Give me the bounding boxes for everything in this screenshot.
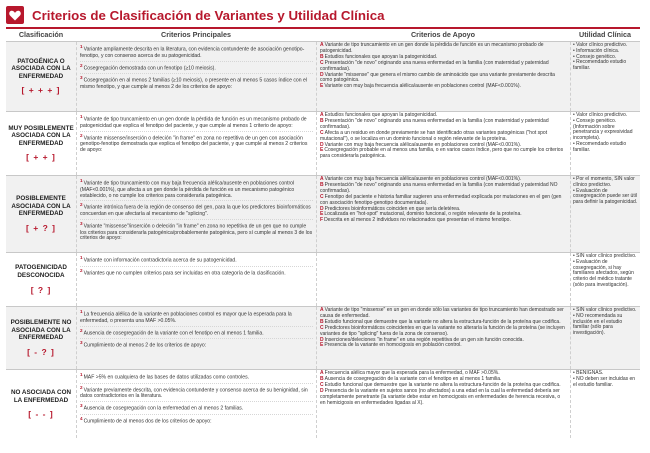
main-criterion (80, 132, 313, 155)
classification-symbol: [ + + + ] (21, 85, 61, 96)
criterion-number: 1 (80, 255, 83, 260)
classification-symbol: [ - - ] (28, 409, 54, 420)
criterion-text: Variante con información contradictoria acerca de su patogenicidad. (83, 257, 237, 264)
support-letter: B (320, 318, 324, 325)
support-letter: F (320, 217, 324, 224)
support-text: Presencia de la variante en sujetos sanos (no afectados) a una edad en la cual la enfermedad debería ser completamente penetrante (la variante debe estar en homocigosis en enfermedades de herencia recesiva, o en hemicigosis en enfermedades ligadas al X). (320, 387, 561, 406)
support-text: Variante "missense" que genera el mismo cambio de aminoácido que una variante previamente descrita como patogénica. (320, 71, 555, 84)
utility-item: • BENIGNAS. (573, 370, 604, 376)
main-criterion (80, 327, 313, 340)
classification-symbol: [ + ? ] (26, 222, 56, 233)
support-text: Variante de tipo truncamiento en un gen donde la pérdida de función es un mecanismo probado de patogenicidad. (320, 42, 544, 54)
support-text: Presentación "de novo" originando una nueva enfermedad en la familia (con maternidad y paternidad confirmadas). (320, 117, 549, 130)
main-criteria-cell (76, 112, 316, 175)
support-letter: D (320, 387, 324, 394)
clinical-utility-cell (570, 307, 640, 369)
support-letter: C (320, 129, 324, 136)
main-criterion (80, 201, 313, 220)
criterion-number: 2 (80, 267, 83, 273)
main-criterion (80, 43, 313, 62)
table-row (6, 111, 640, 175)
support-text: Estudio funcional que demuestre que la variante no altera la estructura-función de la proteína que codifica. (324, 381, 561, 388)
support-text: Predictores bioinformáticos coinciden en que sería deletérea. (324, 205, 461, 212)
support-letter: B (320, 181, 324, 188)
main-criteria-cell (76, 253, 316, 306)
support-letter: B (320, 53, 324, 60)
header-clasificacion: Clasificación (18, 30, 64, 39)
main-criterion (80, 267, 313, 279)
main-criterion (80, 177, 313, 201)
criterion-number: 2 (80, 132, 83, 138)
support-letter: E (320, 147, 324, 154)
utility-item: • SIN valor clínico predictivo. (573, 307, 637, 313)
support-letter: D (320, 336, 324, 343)
utility-item: • Información clínica. (573, 47, 620, 54)
criterion-number: 3 (80, 340, 83, 346)
support-letter: B (320, 375, 324, 382)
classification-cell (6, 253, 76, 306)
criterion-number: 1 (80, 44, 83, 49)
main-criteria-cell (76, 307, 316, 369)
support-letter: A (320, 176, 324, 182)
classification-cell (6, 176, 76, 252)
support-letter: D (320, 141, 324, 148)
support-letter: C (320, 324, 324, 331)
main-criterion (80, 384, 313, 403)
utility-item: • Valor clínico predictivo. (573, 42, 628, 48)
support-text: Variante con muy baja frecuencia alélica/ausente en poblaciones control (MAF<0.001%). (324, 176, 522, 182)
support-criterion (320, 84, 567, 90)
table-header (6, 30, 640, 40)
criterion-text: Cumplimiento de al menos dos de los criterios de apoyo: (83, 418, 212, 425)
utility-item: • NO recomendada su inclusión en el estudio familiar (sólo para investigación). (573, 312, 623, 337)
support-text: Variante de tipo "missense" en un gen en donde sólo las variantes de tipo truncamiento han demostrado ser causa de enfermedad. (320, 307, 564, 319)
support-criteria-cell (316, 112, 570, 175)
support-letter: E (320, 342, 324, 349)
criterion-text: MAF >5% en cualquiera de las bases de datos utilizadas como controles. (83, 374, 250, 381)
clinical-utility-cell (570, 253, 640, 306)
support-criteria-cell (316, 253, 570, 306)
utility-item: • Evaluación de cosegregación puede ser útil para definir la patogenicidad. (573, 187, 638, 206)
criterion-text: Variante de tipo truncamiento con muy baja frecuencia alélica/ausente en poblaciones control (MAF<0.001%), que afecta a un gen donde la pérdida de función es un mecanismo patogénico establecido, o no cumple los criterios para considerarla patogénica. (80, 180, 295, 199)
support-text: Fenotipo del paciente e historia familiar sugieren una enfermedad explicada por mutaciones en el gen (gen con asociación fenotipo-genotipo documentada). (320, 193, 562, 206)
criterion-text: Variante missense/inserción o deleción "in frame" en zona no repetitiva de un gen con asociación genotipo-fenotipo demostrada que explica el fenotipo del paciente, y que cumple al menos 2 criterios de apoyo: (80, 135, 308, 153)
main-criteria-cell (76, 370, 316, 438)
support-text: Localizada en "hot-spot" mutacional, dominio funcional, o región relevante de la proteína. (324, 211, 522, 218)
support-letter: A (320, 112, 324, 118)
criterion-text: Ausencia de cosegregación con la enfermedad en al menos 2 familias. (83, 405, 244, 412)
header-utilidad: Utilidad Clínica (579, 30, 631, 39)
support-criteria-cell (316, 176, 570, 252)
criterion-text: Variante previamente descrita, con evidencia contundente y consenso acerca de su benignidad, sin datos contradictorios en la literatura. (80, 387, 308, 400)
support-criterion (320, 218, 567, 224)
header-principales: Criterios Principales (161, 30, 231, 39)
classification-symbol: [ + + ] (26, 152, 56, 163)
support-criteria-cell (316, 307, 570, 369)
support-text: Estudio funcional que demuestre que la variante no altera la estructura-función de la proteína que codifica. (324, 318, 561, 325)
main-criterion (80, 74, 313, 92)
support-text: Predictores bioinformáticos coincidentes en que la variante no alteraría la función de la proteína (se incluyen variantes de tipo "splicing" fuera de la zona de consenso). (320, 324, 565, 337)
header-apoyo: Criterios de Apoyo (410, 30, 476, 39)
support-text: Frecuencia alélica mayor que la esperada para la enfermedad, o MAF >0.05%. (324, 370, 500, 376)
criterion-text: Ausencia de cosegregación de la variante con el fenotipo en al menos 1 familia. (83, 330, 264, 337)
main-criterion (80, 415, 313, 427)
support-letter: C (320, 381, 324, 388)
classification-name: POSIBLEMENTE NO ASOCIADA CON LA ENFERMEDAD (10, 319, 72, 342)
criterion-number: 2 (80, 202, 83, 208)
support-letter: A (320, 370, 324, 376)
support-text: Presentación "de novo" originando una nueva enfermedad en la familia (con maternidad y paternidad confirmadas). (320, 59, 549, 72)
main-criterion (80, 113, 313, 132)
criterion-number: 1 (80, 114, 83, 119)
classification-name: POSIBLEMENTE ASOCIADA CON LA ENFERMEDAD (11, 195, 71, 218)
utility-item: • Consejo genético. (573, 53, 617, 60)
criterion-text: Cumplimiento de al menos 2 de los criterios de apoyo: (83, 342, 207, 349)
utility-item: • Consejo genético. (Información sobre penetrancia y expresividad incompleta). (573, 117, 633, 142)
utility-item: • SIN valor clínico predictivo. (573, 253, 637, 259)
heart-logo-icon (6, 6, 24, 24)
main-criterion (80, 220, 313, 243)
support-letter: C (320, 59, 324, 66)
support-letter: C (320, 193, 324, 200)
clinical-utility-cell (570, 112, 640, 175)
table-row (6, 252, 640, 306)
criterion-number: 2 (80, 384, 83, 390)
classification-table (6, 41, 640, 438)
main-criteria-cell (76, 176, 316, 252)
support-text: Variante con muy baja frecuencia alélica/ausente en poblaciones control (MAF<0.001%). (324, 83, 521, 90)
table-row (6, 41, 640, 111)
criterion-number: 3 (80, 220, 83, 226)
support-text: Ausencia de cosegregación de la variante con el fenotipo en al menos 1 familia. (324, 375, 502, 382)
support-letter: A (320, 307, 324, 313)
classification-cell (6, 42, 76, 111)
support-text: Descrita en al menos 2 individuos no relacionados que presentan el mismo fenotipo. (324, 217, 511, 224)
support-text: Variante con muy baja frecuencia alélica/ausente en poblaciones control (MAF<0.001%). (324, 141, 522, 148)
criterion-text: Variante "missense"/inserción o deleción "in frame" en zona no repetitiva de un gen que no cumple los criterios para considerarla patogénica/probablemente patogénica, pero sí cumple al menos 3 de los criterios de apoyo: (80, 223, 313, 242)
main-criteria-cell (76, 42, 316, 111)
criterion-text: La frecuencia alélica de la variante en poblaciones control es mayor que la esperada para la enfermedad, o presenta una MAF >0.05%. (80, 311, 292, 324)
criterion-number: 1 (80, 178, 83, 183)
criterion-number: 2 (80, 62, 83, 68)
criterion-number: 3 (80, 75, 83, 81)
support-letter: D (320, 71, 324, 78)
clinical-utility-cell (570, 370, 640, 438)
criterion-text: Cosegregación en al menos 2 familias (≥10 meiosis), o presente en al menos 5 casos índice con el mismo fenotipo, y que cumple al menos 2 de los criterios de apoyo: (80, 77, 307, 90)
criterion-number: 1 (80, 372, 83, 377)
main-criterion (80, 371, 313, 384)
support-text: Inserciones/deleciones "in frame" en una región repetitiva de un gen sin función conocida. (324, 336, 524, 343)
criterion-text: Variante de tipo truncamiento en un gen donde la pérdida de función es un mecanismo probado de patogenicidad que explica el fenotipo del paciente, y que cumple al menos 1 criterio de apoyo: (80, 116, 307, 129)
support-criteria-cell (316, 370, 570, 438)
support-letter: D (320, 205, 324, 212)
classification-name: NO ASOCIADA CON LA ENFERMEDAD (10, 388, 72, 404)
classification-symbol: [ - ? ] (27, 346, 55, 357)
classification-symbol: [ ? ] (30, 284, 52, 295)
support-letter: B (320, 117, 324, 124)
criterion-number: 1 (80, 309, 83, 314)
title-divider (6, 27, 640, 29)
classification-name: PATOGÉNICA O ASOCIADA CON LA ENFERMEDAD (11, 57, 71, 80)
criterion-text: Variante ampliamente descrita en la literatura, con evidencia contundente de asociación genotipo-fenotipo, y con consenso acerca de su patogenicidad. (80, 46, 305, 59)
utility-item: • Recomendado estudio familiar. (573, 59, 627, 72)
main-criterion (80, 254, 313, 267)
support-criterion (320, 343, 567, 349)
main-criterion (80, 339, 313, 351)
support-criterion (320, 389, 567, 407)
table-row (6, 369, 640, 438)
criterion-text: Variante intrónica fuera de la región de consenso del gen, para la que los predictores bioinformáticos concuerdan en que afectaría al mecanismo de "splicing". (80, 205, 311, 217)
support-text: Presentación "de novo" originando una nueva enfermedad en la familia (con maternidad y paternidad NO confirmadas). (320, 181, 558, 194)
support-letter: E (320, 83, 324, 90)
utility-item: • Por el momento, SIN valor clínico predictivo. (573, 176, 635, 188)
criterion-text: Cosegregación demostrada con un fenotipo (≥10 meiosis). (83, 65, 216, 72)
support-text: Afecta a un residuo en donde previamente se han identificado otras variantes patogénicas ("hot spot mutacional"), o se localiza en un dominio funcional o región relevante de la proteína. (320, 129, 548, 142)
title-row (6, 4, 384, 26)
classification-cell (6, 112, 76, 175)
page-title: Criterios de Clasificación de Variantes y Utilidad Clínica (32, 7, 385, 23)
table-row (6, 306, 640, 369)
support-letter: E (320, 211, 324, 218)
support-letter: A (320, 42, 324, 48)
main-criterion (80, 402, 313, 415)
utility-item: • Evaluación de cosegregación, si hay familiares afectados, según criterio del médico tratante (sólo para investigación). (573, 258, 634, 288)
support-text: Presencia de la variante en homocigosis en población control. (324, 342, 462, 349)
classification-cell (6, 307, 76, 369)
support-text: Cosegregación probable en al menos una familia, o en varios casos índice, pero que no cumple los criterios para considerarla patogénica. (320, 147, 564, 160)
criterion-text: Variantes que no cumplen criterios para ser incluidas en otra categoría de la clasificación. (83, 270, 286, 277)
criterion-number: 4 (80, 415, 83, 421)
classification-name: PATOGENICIDAD DESCONOCIDA (15, 264, 67, 279)
main-criterion (80, 308, 313, 327)
classification-name: MUY POSIBLEMENTE ASOCIADA CON LA ENFERMEDAD (8, 124, 74, 147)
utility-item: • Valor clínico predictivo. (573, 112, 628, 118)
utility-item: • NO deben ser incluidas en el estudio familiar. (573, 375, 636, 388)
support-text: Estudios funcionales que apoyan la patogenicidad. (324, 53, 438, 60)
utility-item: • Recomendado estudio familiar. (573, 140, 627, 153)
support-criteria-cell (316, 42, 570, 111)
criterion-number: 3 (80, 403, 83, 409)
support-text: Estudios funcionales que apoyan la patogenicidad. (324, 112, 438, 118)
classification-cell (6, 370, 76, 438)
clinical-utility-cell (570, 42, 640, 111)
clinical-utility-cell (570, 176, 640, 252)
main-criterion (80, 62, 313, 75)
criterion-number: 2 (80, 327, 83, 333)
table-row (6, 175, 640, 252)
support-criterion (320, 148, 567, 160)
